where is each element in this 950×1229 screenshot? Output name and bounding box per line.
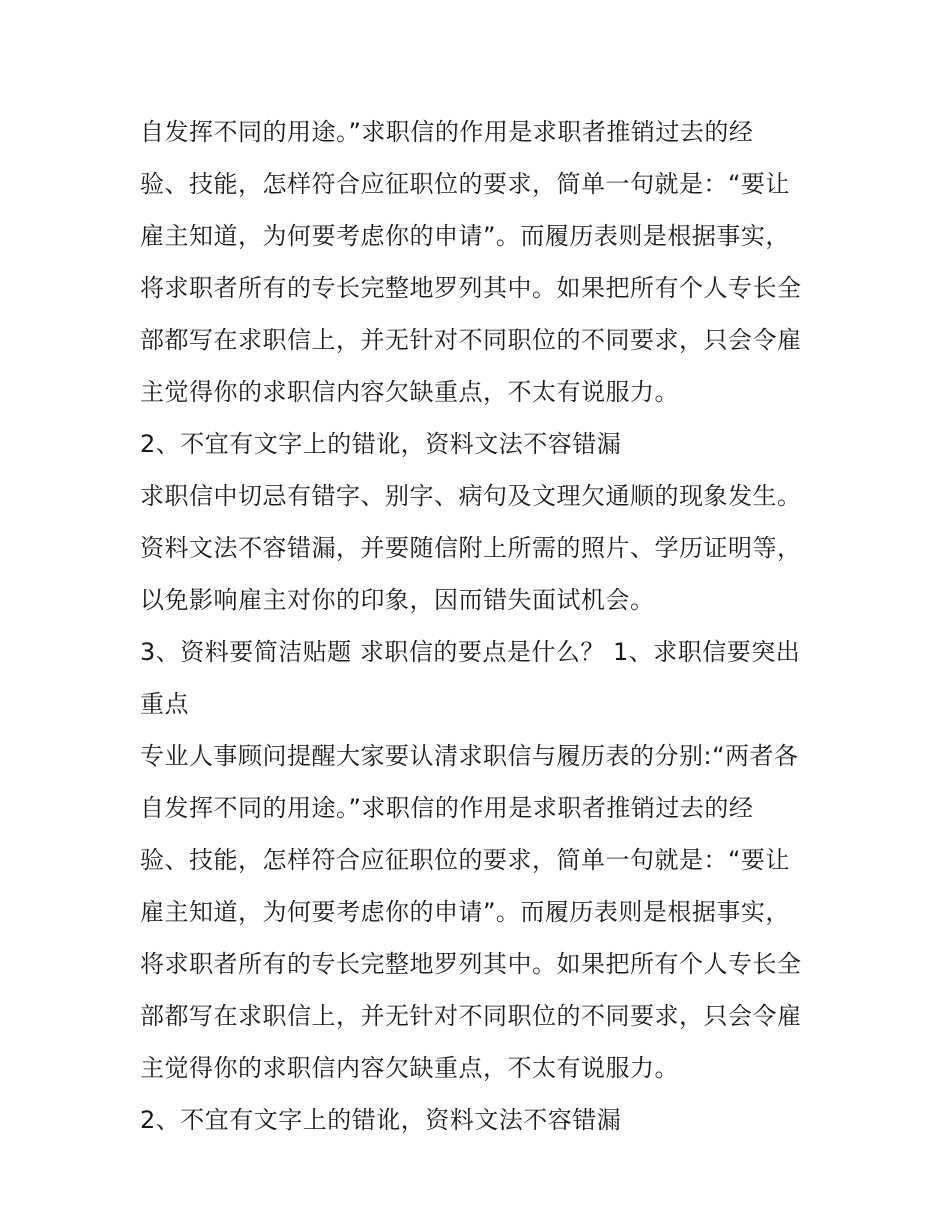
text-line: 雇主知道，为何要考虑你的申请”。而履历表则是根据事实， [140, 898, 790, 926]
text-line: 雇主知道，为何要考虑你的申请”。而履历表则是根据事实， [140, 222, 790, 250]
text-line: 求职信中切忌有错字、别字、病句及文理欠通顺的现象发生。 [140, 482, 802, 510]
text-line: 将求职者所有的专长完整地罗列其中。如果把所有个人专长全 [140, 274, 802, 302]
text-line: 验、技能，怎样符合应征职位的要求，简单一句就是：“要让 [140, 170, 790, 198]
section-heading: 3、资料要简洁贴题 求职信的要点是什么？ 1、求职信要突出 [140, 638, 801, 666]
text-line: 重点 [140, 690, 189, 718]
text-line: 主觉得你的求职信内容欠缺重点，不太有说服力。 [140, 1054, 679, 1082]
text-line: 将求职者所有的专长完整地罗列其中。如果把所有个人专长全 [140, 950, 802, 978]
text-line: 自发挥不同的用途。”求职信的作用是求职者推销过去的经 [140, 118, 754, 146]
text-line: 主觉得你的求职信内容欠缺重点，不太有说服力。 [140, 378, 679, 406]
text-line: 部都写在求职信上，并无针对不同职位的不同要求，只会令雇 [140, 1002, 802, 1030]
text-line: 以免影响雇主对你的印象，因而错失面试机会。 [140, 586, 655, 614]
text-line: 部都写在求职信上，并无针对不同职位的不同要求，只会令雇 [140, 326, 802, 354]
text-line: 资料文法不容错漏，并要随信附上所需的照片、学历证明等， [140, 534, 802, 562]
section-heading: 2、不宜有文字上的错讹，资料文法不容错漏 [140, 1106, 622, 1134]
text-line: 专业人事顾问提醒大家要认清求职信与履历表的分别:“两者各 [140, 742, 799, 770]
section-heading: 2、不宜有文字上的错讹，资料文法不容错漏 [140, 430, 622, 458]
text-line: 自发挥不同的用途。”求职信的作用是求职者推销过去的经 [140, 794, 754, 822]
document-text-body [140, 106, 830, 1146]
text-line: 验、技能，怎样符合应征职位的要求，简单一句就是：“要让 [140, 846, 790, 874]
